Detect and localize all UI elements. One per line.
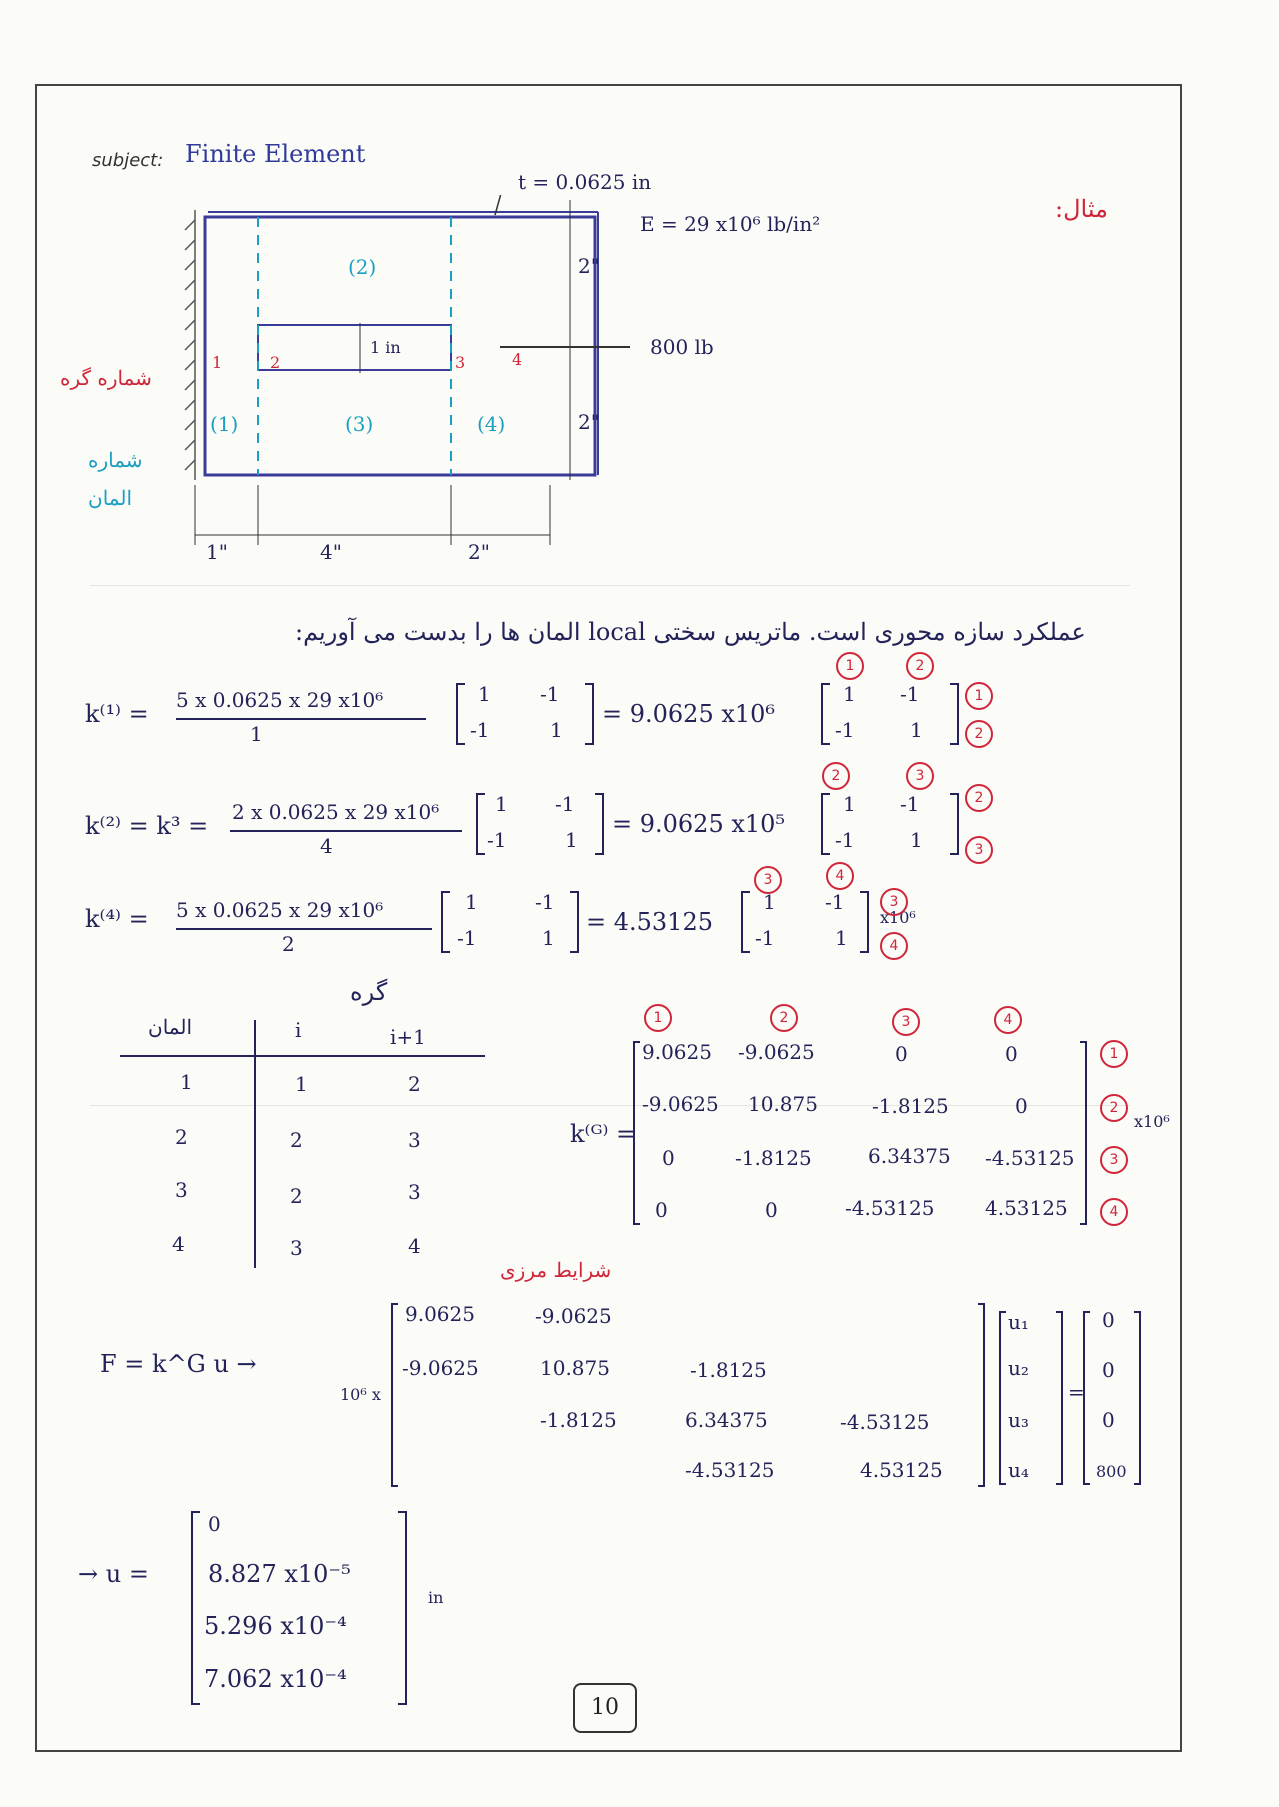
k1-numerator: 5 x 0.0625 x 29 x10⁶	[176, 688, 384, 712]
dim-mid: 4"	[320, 540, 342, 564]
system-cell: 9.0625	[405, 1302, 475, 1326]
matrix-entry: -1	[487, 828, 507, 852]
dof-circle: 2	[1100, 1094, 1128, 1122]
element-2-label: (2)	[348, 255, 377, 279]
table-cell: 3	[290, 1236, 303, 1260]
table-cell: 2	[408, 1072, 421, 1096]
table-cell: 2	[175, 1125, 188, 1149]
matrix-cell: 0	[765, 1198, 778, 1222]
system-cell: -1.8125	[690, 1358, 767, 1382]
matrix-cell: 0	[655, 1198, 668, 1222]
matrix-entry: 1	[550, 718, 563, 742]
matrix-entry: 1	[843, 792, 856, 816]
dof-circle: 3	[754, 866, 782, 894]
table-cell: 4	[172, 1232, 185, 1256]
k2-lhs: k⁽²⁾ = k³ =	[85, 812, 209, 840]
k4-scale: x10⁶	[880, 908, 916, 927]
k2-numerator: 2 x 0.0625 x 29 x10⁶	[232, 800, 440, 824]
dof-circle: 1	[836, 652, 864, 680]
matrix-entry: -1	[457, 926, 477, 950]
node-number-label: شماره گره	[60, 366, 152, 390]
thickness-label: t = 0.0625 in	[518, 170, 652, 194]
dof-circle: 2	[906, 652, 934, 680]
dof-circle: 2	[770, 1004, 798, 1032]
matrix-cell: 0	[1005, 1042, 1018, 1066]
table-header: المان	[148, 1015, 192, 1039]
example-label: مثال:	[1055, 195, 1108, 223]
matrix-entry: -1	[540, 682, 560, 706]
matrix-entry: 1	[910, 718, 923, 742]
dof-circle: 1	[644, 1004, 672, 1032]
matrix-cell: 0	[1015, 1094, 1028, 1118]
subject-label: subject:	[92, 150, 164, 171]
matrix-entry: 1	[910, 828, 923, 852]
solution-value: 8.827 x10⁻⁵	[208, 1560, 351, 1588]
matrix-entry: 1	[835, 926, 848, 950]
intro-text: عملکرد سازه محوری است. ماتریس سختی local المان ها را بدست می آوریم:	[295, 618, 1086, 646]
matrix-entry: -1	[835, 718, 855, 742]
solution-lhs: → u =	[78, 1560, 149, 1588]
dof-circle: 4	[826, 862, 854, 890]
k1-lhs: k⁽¹⁾ =	[85, 700, 149, 728]
k2-fraction-bar	[230, 830, 462, 832]
dof-circle: 3	[1100, 1146, 1128, 1174]
dim-hole: 1 in	[370, 338, 401, 357]
matrix-entry: 1	[465, 890, 478, 914]
k4-numerator: 5 x 0.0625 x 29 x10⁶	[176, 898, 384, 922]
u-entry: u₁	[1008, 1310, 1029, 1334]
k4-lhs: k⁽⁴⁾ =	[85, 905, 149, 933]
dim-top: 2"	[578, 254, 600, 278]
k4-result: = 4.53125	[586, 908, 713, 936]
k4-fraction-bar	[176, 928, 432, 930]
subject-value: Finite Element	[185, 140, 366, 168]
matrix-entry: 1	[763, 890, 776, 914]
matrix-cell: 6.34375	[868, 1144, 951, 1168]
system-cell: -1.8125	[540, 1408, 617, 1432]
k1-denominator: 1	[250, 722, 263, 746]
matrix-cell: -1.8125	[735, 1146, 812, 1170]
element-3-label: (3)	[345, 412, 374, 436]
u-entry: u₂	[1008, 1356, 1029, 1380]
table-cell: 2	[290, 1184, 303, 1208]
f-entry: 0	[1102, 1408, 1115, 1432]
global-matrix-label: k⁽ᴳ⁾ =	[570, 1120, 637, 1148]
matrix-entry: 1	[843, 682, 856, 706]
matrix-entry: -1	[555, 792, 575, 816]
dim-bottom: 2"	[578, 410, 600, 434]
k2-denominator: 4	[320, 834, 333, 858]
matrix-cell: 9.0625	[642, 1040, 712, 1064]
system-lhs: F = k^G u →	[100, 1350, 257, 1378]
solution-value: 7.062 x10⁻⁴	[204, 1665, 347, 1693]
matrix-entry: -1	[535, 890, 555, 914]
k1-result: = 9.0625 x10⁶	[602, 700, 776, 728]
ruled-line	[90, 585, 1130, 586]
k2-result: = 9.0625 x10⁵	[612, 810, 786, 838]
matrix-cell: -4.53125	[845, 1196, 935, 1220]
node-4-label: 4	[512, 350, 523, 369]
system-cell: 6.34375	[685, 1408, 768, 1432]
dof-circle: 3	[906, 762, 934, 790]
solution-unit: in	[428, 1588, 444, 1607]
element-number-label-1: شماره	[88, 448, 143, 472]
matrix-cell: 0	[662, 1146, 675, 1170]
load-label: 800 lb	[650, 335, 714, 359]
modulus-label: E = 29 x10⁶ lb/in²	[640, 212, 821, 236]
table-cell: 4	[408, 1234, 421, 1258]
f-entry: 800	[1096, 1462, 1127, 1481]
dof-circle: 3	[965, 836, 993, 864]
system-cell: 4.53125	[860, 1458, 943, 1482]
node-1-label: 1	[212, 353, 223, 372]
dof-circle: 2	[965, 784, 993, 812]
matrix-entry: -1	[900, 682, 920, 706]
matrix-entry: -1	[825, 890, 845, 914]
dof-circle: 1	[1100, 1040, 1128, 1068]
global-matrix-scale: x10⁶	[1134, 1112, 1170, 1131]
equals-sign: =	[1068, 1380, 1085, 1404]
page-number: 10	[573, 1683, 637, 1733]
system-cell: -4.53125	[840, 1410, 930, 1434]
dof-circle: 3	[892, 1008, 920, 1036]
matrix-cell: 10.875	[748, 1092, 818, 1116]
table-cell: 3	[408, 1180, 421, 1204]
element-4-label: (4)	[477, 412, 506, 436]
f-entry: 0	[1102, 1308, 1115, 1332]
system-cell: -9.0625	[402, 1356, 479, 1380]
system-cell: 10.875	[540, 1356, 610, 1380]
matrix-entry: 1	[542, 926, 555, 950]
matrix-cell: -9.0625	[642, 1092, 719, 1116]
u-entry: u₃	[1008, 1408, 1029, 1432]
matrix-entry: 1	[565, 828, 578, 852]
k1-fraction-bar	[176, 718, 426, 720]
u-entry: u₄	[1008, 1458, 1029, 1482]
system-cell: -4.53125	[685, 1458, 775, 1482]
solution-value: 0	[208, 1512, 221, 1536]
table-cell: 3	[408, 1128, 421, 1152]
boundary-note: شرایط مرزی	[500, 1258, 612, 1282]
f-entry: 0	[1102, 1358, 1115, 1382]
element-number-label-2: المان	[88, 486, 132, 510]
dof-circle: 3	[880, 888, 908, 916]
system-cell: -9.0625	[535, 1304, 612, 1328]
matrix-entry: -1	[835, 828, 855, 852]
dof-circle: 1	[965, 682, 993, 710]
matrix-entry: -1	[755, 926, 775, 950]
table-cell: 1	[180, 1070, 193, 1094]
system-scale: 10⁶ x	[340, 1385, 381, 1404]
table-title: گره	[350, 978, 388, 1006]
matrix-entry: -1	[900, 792, 920, 816]
dof-circle: 4	[994, 1006, 1022, 1034]
plate-diagram	[150, 195, 630, 575]
dim-right: 2"	[468, 540, 490, 564]
dof-circle: 2	[822, 762, 850, 790]
solution-value: 5.296 x10⁻⁴	[204, 1612, 347, 1640]
node-3-label: 3	[455, 353, 466, 372]
matrix-entry: 1	[478, 682, 491, 706]
table-header: i	[295, 1018, 302, 1042]
matrix-cell: -1.8125	[872, 1094, 949, 1118]
dof-circle: 4	[880, 932, 908, 960]
element-1-label: (1)	[210, 412, 239, 436]
table-header: i+1	[390, 1025, 426, 1049]
matrix-cell: -9.0625	[738, 1040, 815, 1064]
matrix-entry: -1	[470, 718, 490, 742]
matrix-entry: 1	[495, 792, 508, 816]
table-cell: 2	[290, 1128, 303, 1152]
dof-circle: 2	[965, 720, 993, 748]
node-2-label: 2	[270, 353, 281, 372]
matrix-cell: 4.53125	[985, 1196, 1068, 1220]
table-cell: 1	[295, 1072, 308, 1096]
k4-denominator: 2	[282, 932, 295, 956]
matrix-cell: -4.53125	[985, 1146, 1075, 1170]
dof-circle: 4	[1100, 1198, 1128, 1226]
table-cell: 3	[175, 1178, 188, 1202]
matrix-cell: 0	[895, 1042, 908, 1066]
dim-left: 1"	[206, 540, 228, 564]
